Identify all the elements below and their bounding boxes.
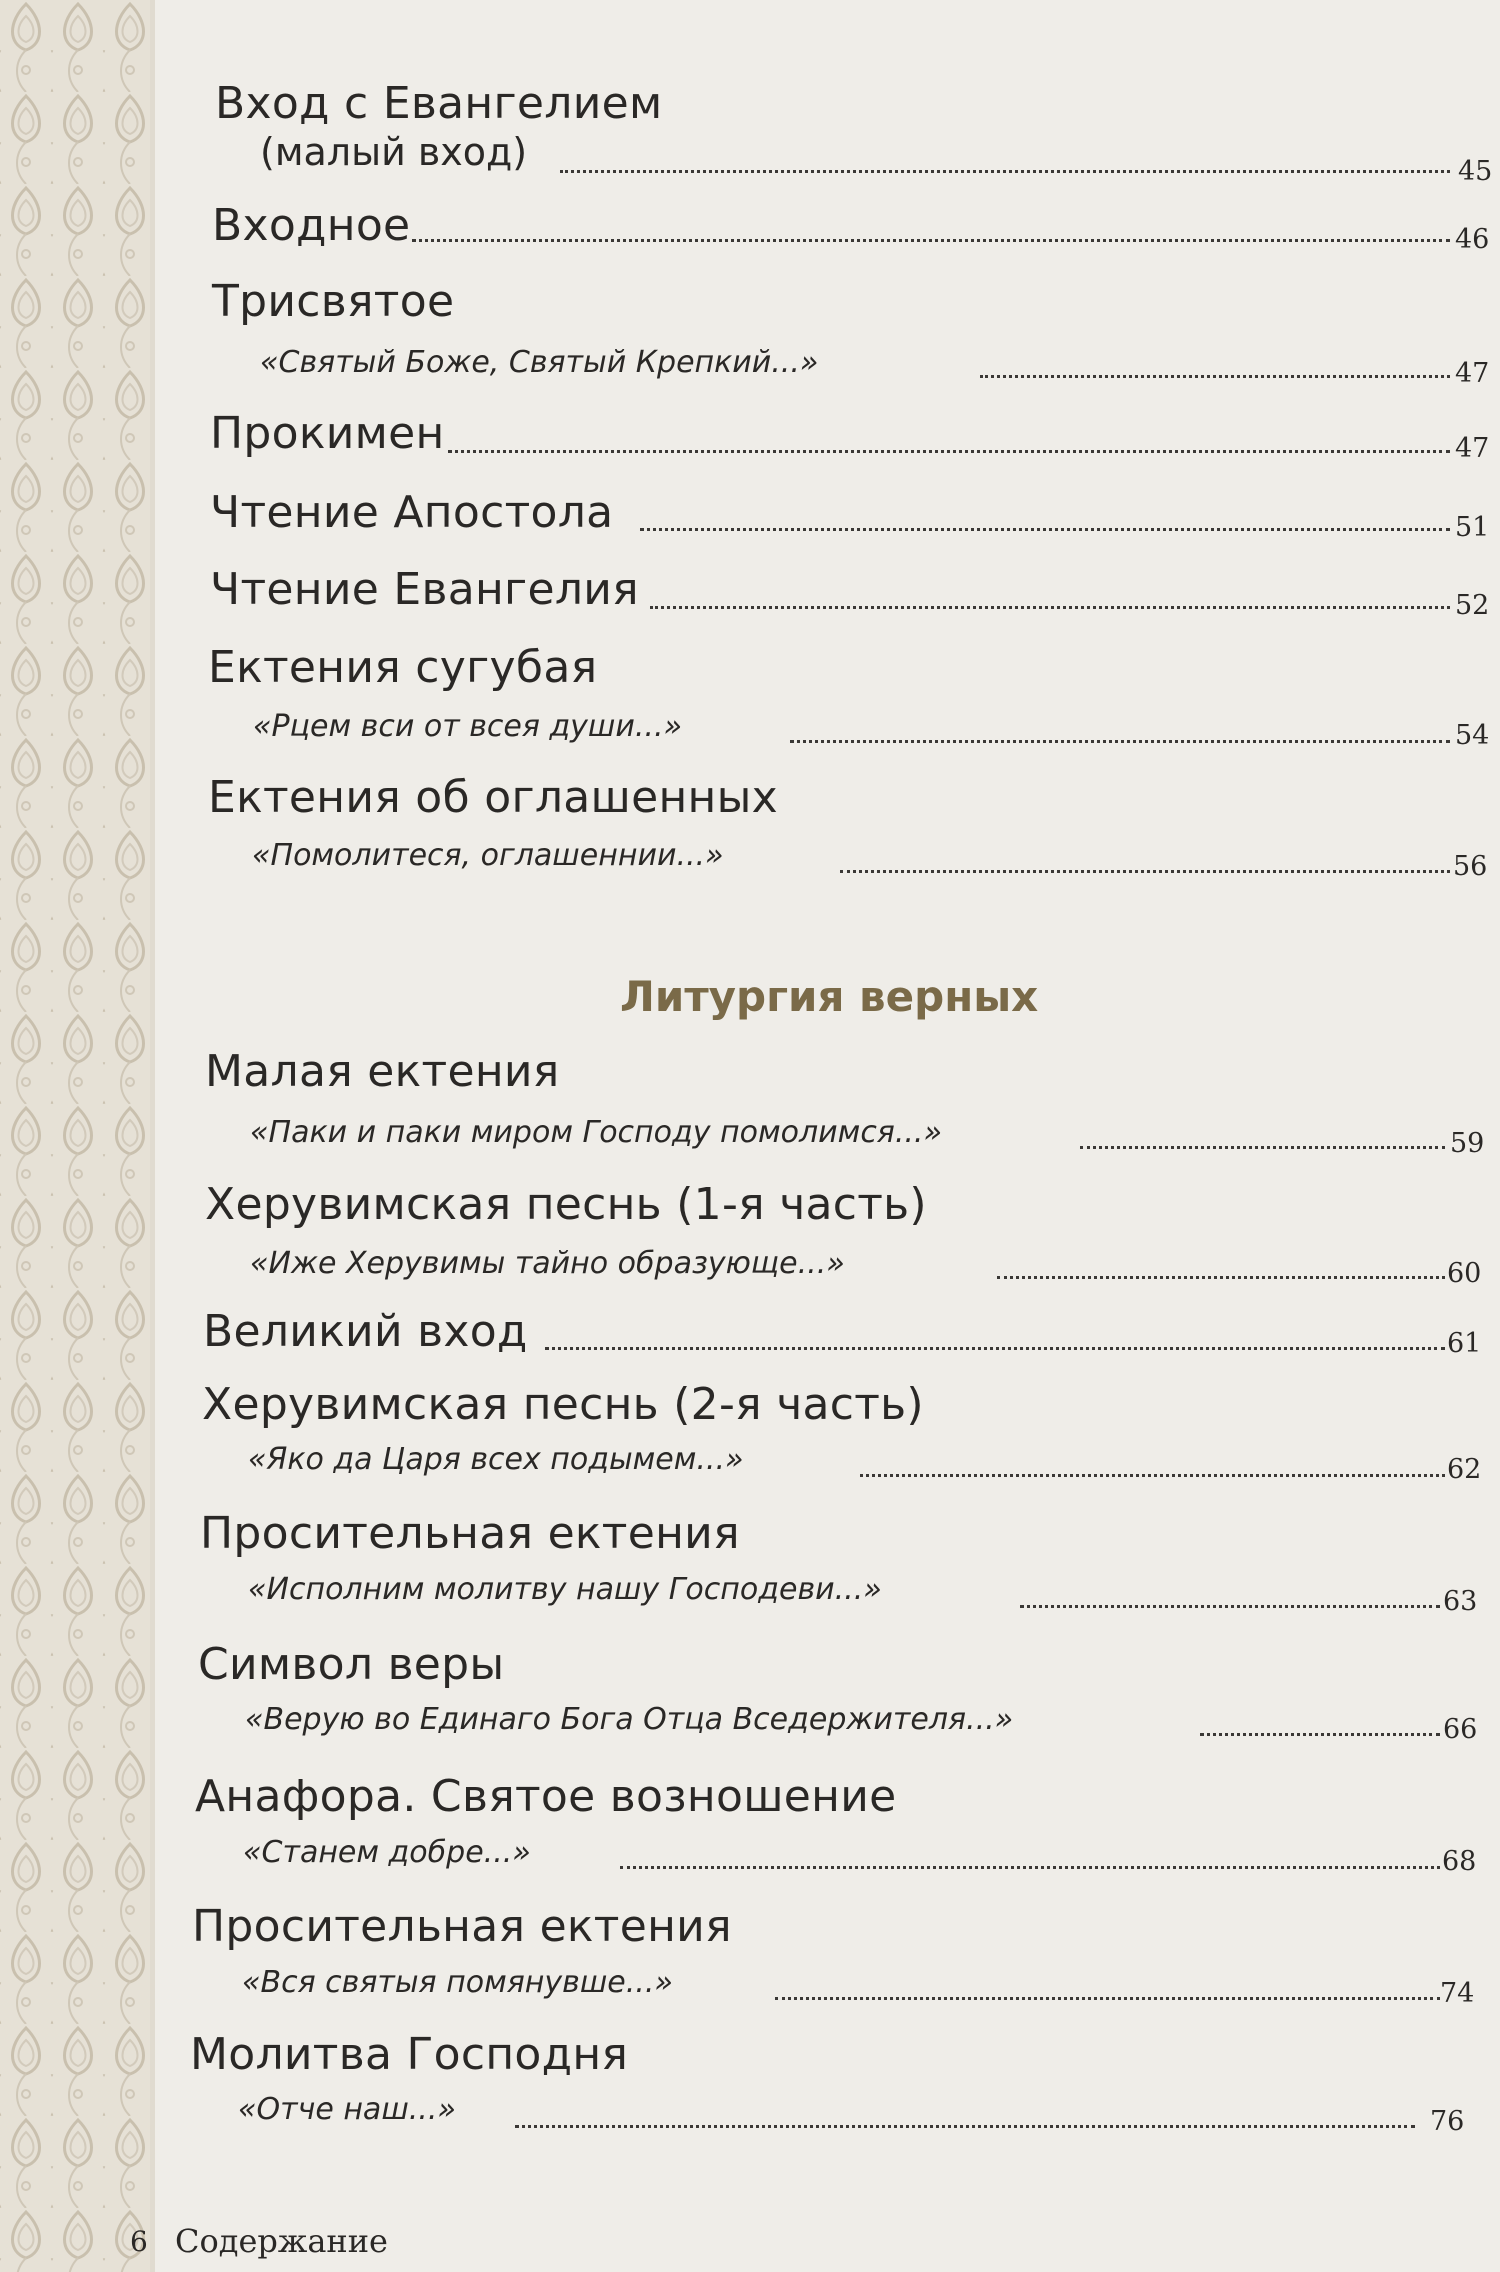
entry-subtitle: «Паки и паки миром Господу помолимся...» bbox=[250, 1115, 942, 1150]
entry-title: Херувимская песнь (2-я часть) bbox=[202, 1379, 924, 1430]
page-number: 62 bbox=[1447, 1454, 1482, 1485]
page-number: 63 bbox=[1443, 1586, 1478, 1617]
dot-leader bbox=[775, 1997, 1440, 2000]
entry-title: Чтение Апостола bbox=[210, 487, 614, 538]
decorative-ornament-border bbox=[0, 0, 155, 2272]
toc-page bbox=[150, 0, 1500, 2272]
entry-title: Вход с Евангелием bbox=[215, 78, 663, 129]
entry-subtitle: «Верую во Единаго Бога Отца Вседержителя...» bbox=[245, 1702, 1014, 1737]
dot-leader bbox=[560, 170, 1450, 173]
dot-leader bbox=[640, 528, 1450, 531]
footer-page-number: 6 bbox=[130, 2225, 148, 2258]
entry-title: Прокимен bbox=[210, 408, 445, 459]
entry-title: Просительная ектения bbox=[192, 1901, 732, 1952]
entry-subtitle: «Исполним молитву нашу Господеви...» bbox=[248, 1572, 882, 1607]
dot-leader bbox=[448, 450, 1450, 453]
dot-leader bbox=[790, 740, 1450, 743]
page-number: 54 bbox=[1455, 720, 1490, 751]
page-number: 45 bbox=[1458, 156, 1493, 187]
dot-leader bbox=[650, 606, 1450, 609]
entry-title: Трисвятое bbox=[212, 276, 455, 327]
entry-subtitle: «Иже Херувимы тайно образующе...» bbox=[250, 1246, 845, 1281]
dot-leader bbox=[997, 1276, 1445, 1279]
entry-subtitle: «Рцем вси от всея души...» bbox=[253, 709, 683, 744]
page-number: 47 bbox=[1455, 358, 1490, 389]
dot-leader bbox=[1020, 1605, 1440, 1608]
entry-title: Входное bbox=[212, 200, 411, 251]
dot-leader bbox=[1200, 1733, 1440, 1736]
entry-title: Херувимская песнь (1-я часть) bbox=[205, 1179, 927, 1230]
page-number: 46 bbox=[1455, 224, 1490, 255]
entry-title: Ектения об оглашенных bbox=[208, 772, 779, 823]
section-heading: Литургия верных bbox=[620, 972, 1039, 1021]
entry-title: Молитва Господня bbox=[190, 2029, 629, 2080]
dot-leader bbox=[1080, 1146, 1445, 1149]
entry-title: Малая ектения bbox=[205, 1046, 560, 1097]
entry-subtitle: «Яко да Царя всех подымем...» bbox=[248, 1442, 744, 1477]
entry-subtitle: «Отче наш...» bbox=[238, 2092, 456, 2127]
dot-leader bbox=[860, 1474, 1445, 1477]
footer-running-title: Содержание bbox=[175, 2222, 388, 2260]
page-number: 60 bbox=[1447, 1258, 1482, 1289]
dot-leader bbox=[840, 870, 1450, 873]
page-number: 51 bbox=[1455, 512, 1490, 543]
page-number: 47 bbox=[1455, 433, 1490, 464]
page-number: 68 bbox=[1442, 1846, 1477, 1877]
entry-title: Анафора. Святое возношение bbox=[195, 1771, 897, 1822]
page-number: 74 bbox=[1440, 1978, 1475, 2009]
entry-subtitle: «Станем добре...» bbox=[243, 1835, 531, 1870]
entry-subtitle: «Вся святыя помянувше...» bbox=[242, 1965, 673, 2000]
dot-leader bbox=[515, 2125, 1415, 2128]
dot-leader bbox=[980, 375, 1450, 378]
entry-title: Великий вход bbox=[203, 1306, 528, 1357]
page-number: 61 bbox=[1447, 1328, 1482, 1359]
entry-title: Просительная ектения bbox=[200, 1508, 740, 1559]
page-number: 76 bbox=[1430, 2106, 1465, 2137]
entry-subtitle: (малый вход) bbox=[260, 130, 528, 174]
page-number: 59 bbox=[1450, 1128, 1485, 1159]
page-number: 52 bbox=[1455, 590, 1490, 621]
page-number: 66 bbox=[1443, 1714, 1478, 1745]
entry-title: Ектения сугубая bbox=[208, 642, 598, 693]
entry-subtitle: «Святый Боже, Святый Крепкий...» bbox=[260, 345, 819, 380]
entry-subtitle: «Помолитеся, оглашеннии...» bbox=[252, 838, 724, 873]
entry-title: Чтение Евангелия bbox=[210, 564, 639, 615]
dot-leader bbox=[412, 239, 1450, 242]
entry-title: Символ веры bbox=[198, 1639, 505, 1690]
dot-leader bbox=[545, 1347, 1445, 1350]
page-number: 56 bbox=[1453, 851, 1488, 882]
dot-leader bbox=[620, 1866, 1440, 1869]
